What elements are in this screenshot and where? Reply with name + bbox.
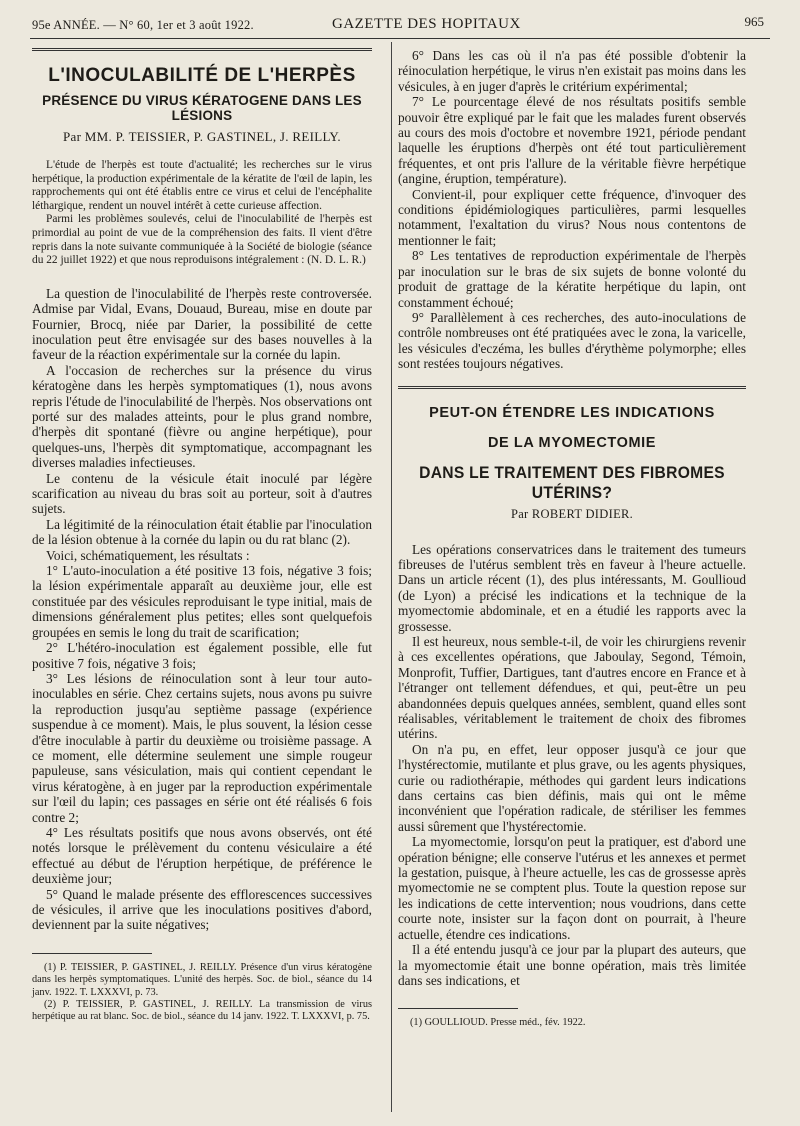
body-paragraph: 4° Les résultats positifs que nous avons observés, ont été notés lorsque le prélèvement du contenu vésiculaire a été effectué au début de l'éruption herpétique, de préférence le deuxième jour; [32,824,372,887]
footnote: (1) GOULLIOUD. Presse méd., fév. 1922. [410,1017,586,1029]
summary-paragraph: L'étude de l'herpès est toute d'actualité; les recherches sur le virus herpétique, la production expérimentale de la kératite de l'œil de lapin, les rapprochements qui ont été établis entre ce virus et celui de l'encéphalite léthargique, rendent un nouvel intérêt à cette curieuse affection. [32,159,372,212]
article-title-line-1: PEUT-ON ÉTENDRE LES INDICATIONS [429,404,715,421]
journal-title: GAZETTE DES HOPITAUX [332,16,521,32]
body-paragraph: Le contenu de la vésicule était inoculé par légère scarification au niveau du bras soit au porteur, soit à d'autres sujets. [32,470,372,517]
body-paragraph: 9° Parallèlement à ces recherches, des auto-inoculations de contrôle nombreuses ont été pratiquées avec le zona, la varicelle, les vésicules d'eczéma, les bulles d'érythème polymorphe; elles sont restées toujours négatives. [398,309,746,372]
body-paragraph: A l'occasion de recherches sur la présence du virus kératogène dans les herpès symptomatiques (1), nous avons repris l'étude de l'inoculabilité de l'herpès. Nos observations ont porté sur des malades atteints, pour le plus grand nombre, d'herpès dit spontané (fièvre ou angine herpétique), pour quelques-uns, l'herpès dit symptomatique, accompagnant les diverses maladies infectieuses. [32,362,372,471]
article-byline: Par ROBERT DIDIER. [510,506,634,521]
body-paragraph: 3° Les lésions de réinoculation sont à leur tour auto-inoculables en série. Chez certains sujets, nous avons pu suivre la reproduction jusqu'au septième passage (expérience suspendue à ce moment). Mais, le plus souvent, la lésion cesse d'être inoculable à partir du deuxième ou troisième passage. A ce moment, elle détermine seulement une simple rougeur papuleuse, sans vésiculation, mais qui contient cependant le virus kératogène, à en juger par la reproduction expérimentale sur l'œil du lapin; ces passages en série ont été réalisés 6 fois contre 2; [32,670,372,825]
article-byline: Par MM. P. TEISSIER, P. GASTINEL, J. REILLY. [63,129,341,144]
right-column [398,48,746,1030]
body-paragraph: 5° Quand le malade présente des efflorescences successives de vésicules, il arrive que les inoculations positives d'abord, deviennent par la suite négatives; [32,886,372,933]
footnote-rule [398,1008,518,1009]
footnote: (1) P. TEISSIER, P. GASTINEL, J. REILLY. Présence d'un virus kératogène dans les herpès symptomatiques. L'unité des herpès. Soc. de biol., séance du 14 janv. 1922. T. LXXXVI, p. 73. [32,961,372,998]
footnote: (2) P. TEISSIER, P. GASTINEL, J. REILLY. La transmission de virus herpétique au rat blanc. Soc. de biol., séance du 14 janv. 1922. T. LXXXVI, p. 75. [32,999,372,1023]
editor-summary [32,159,372,268]
column-divider [391,42,392,1112]
body-paragraph: 7° Le pourcentage élevé de nos résultats positifs semble pouvoir être expliqué par le fait que les malades furent observés au cours des mois d'octobre et novembre 1921, période pendant laquelle les éruptions d'herpès ont été tout particulièrement fréquentes, et ont pris l'allure de la véritable fièvre herpétique (angine, éruption, température). [398,94,746,187]
article-body [32,286,372,933]
body-paragraph: Il a été entendu jusqu'à ce jour par la plupart des auteurs, que la myomectomie était une bonne opération, mais très limitée dans ses indications, et [398,942,746,988]
left-top-rule [32,48,372,51]
left-column [32,48,372,1024]
body-paragraph: On n'a pu, en effet, leur opposer jusqu'à ce jour que l'hystérectomie, mutilante et plus grave, ou les agents physiques, curie ou radiothérapie, méthodes qui gardent leurs indications dans certains cas bien définis, mais qui ont le même inconvénient que l'opération radicale, de stériliser les femmes aussi sûrement que l'hystérectomie. [398,741,746,834]
body-paragraph: Il est heureux, nous semble-t-il, de voir les chirurgiens revenir à ces excellentes opérations, que Jaboulay, Segond, Témoin, Monprofit, Tuffier, Dartigues, tant d'autres encore en France et à l'étranger ont tellement défendues, et qui, peut-être un peu abandonnées depuis quelques années, semblent, quand elles sont réalisables, véritablement le traitement de choix des fibromes utérins. [398,633,746,742]
body-paragraph: La myomectomie, lorsqu'on peut la pratiquer, est d'abord une opération bénigne; elle conserve l'utérus et les annexes et permet la gestation, puisque, à l'heure actuelle, les cas de grossesse après myomectomie ne se comptent plus. Toute la question repose sur les indications de cette intervention; nous voudrions, dans cette courte note, insister sur la façon dont on pourrait, à l'heure actuelle, étendre ces indications. [398,834,746,942]
footnotes [32,962,372,1024]
article-body [398,542,746,989]
header-rule [30,38,770,39]
body-paragraph: 1° L'auto-inoculation a été positive 13 fois, négative 3 fois; la lésion expérimentale apparaît au deuxième jour, elle est constituée par des vésicules reproduisant le type initial, mais de dimensions généralement plus petites; elles sont quelquefois groupées en semis le long du trait de scarification; [32,563,372,640]
article-subtitle: PRÉSENCE DU VIRUS KÉRATOGENE DANS LES LÉSIONS [42,93,362,123]
body-paragraph: Voici, schématiquement, les résultats : [46,547,250,563]
issue-line: 95e ANNÉE. — N° 60, 1er et 3 août 1922. [32,18,254,32]
body-paragraph: 8° Les tentatives de reproduction expérimentale de l'herpès par inoculation sur le bras de six sujets de bonne volonté du produit de grattage de la kératite herpétique du lapin, ont constamment échoué; [398,248,746,310]
continuation-body [398,48,746,372]
body-paragraph: Les opérations conservatrices dans le traitement des tumeurs fibreuses de l'utérus semblent très en faveur à l'heure actuelle. Dans un article récent (1), des plus intéressants, M. Goullioud (de Lyon) a précisé les indications et la technique de la myomectomie abdominale, et en a étudié les rapports avec la grossesse. [398,541,746,634]
footnote-rule [32,953,152,954]
summary-paragraph: Parmi les problèmes soulevés, celui de l'inoculabilité de l'herpès est primordial au point de vue de la compréhension des faits. Il vient d'être repris dans la note suivante communiquée à la Société de biologie (séance du 22 juillet 1922) et que nous reproduisons intégralement : (N. D. L. R.) [32,213,372,267]
article-title-line-3: DANS LE TRAITEMENT DES FIBROMES UTÉRINS? [419,462,725,502]
body-paragraph: 6° Dans les cas où il n'a pas été possible d'obtenir la réinoculation herpétique, le virus n'en existait pas moins dans les vésicules, à en juger d'après le critérium expérimental; [398,48,746,94]
body-paragraph: 2° L'hétéro-inoculation est également possible, elle fut positive 7 fois, négative 3 fois; [32,640,372,671]
body-paragraph: La question de l'inoculabilité de l'herpès reste controversée. Admise par Vidal, Evans, Douaud, Bureau, mise en doute par Fournier, Brocq, niée par Darier, la possibilité de cette inoculation peut être envisagée sur des bases nouvelles à la faveur de la réaction expérimentale sur la cornée du lapin. [32,285,372,363]
body-paragraph: La légitimité de la réinoculation était établie par l'inoculation de la lésion obtenue à la cornée du lapin ou du rat blanc (2). [32,516,372,548]
running-head [32,14,778,40]
section-rule [398,386,746,389]
body-paragraph: Convient-il, pour expliquer cette fréquence, d'invoquer des conditions épidémiologiques particulières, parmi lesquelles notamment, l'exaltation du virus? Nous nous contentons de mentionner le fait; [398,186,746,248]
article-title-line-2: DE LA MYOMECTOMIE [487,434,657,451]
footnotes [398,1017,746,1029]
article-title: L'INOCULABILITÉ DE L'HERPÈS [48,65,356,86]
page-number: 965 [744,14,764,29]
